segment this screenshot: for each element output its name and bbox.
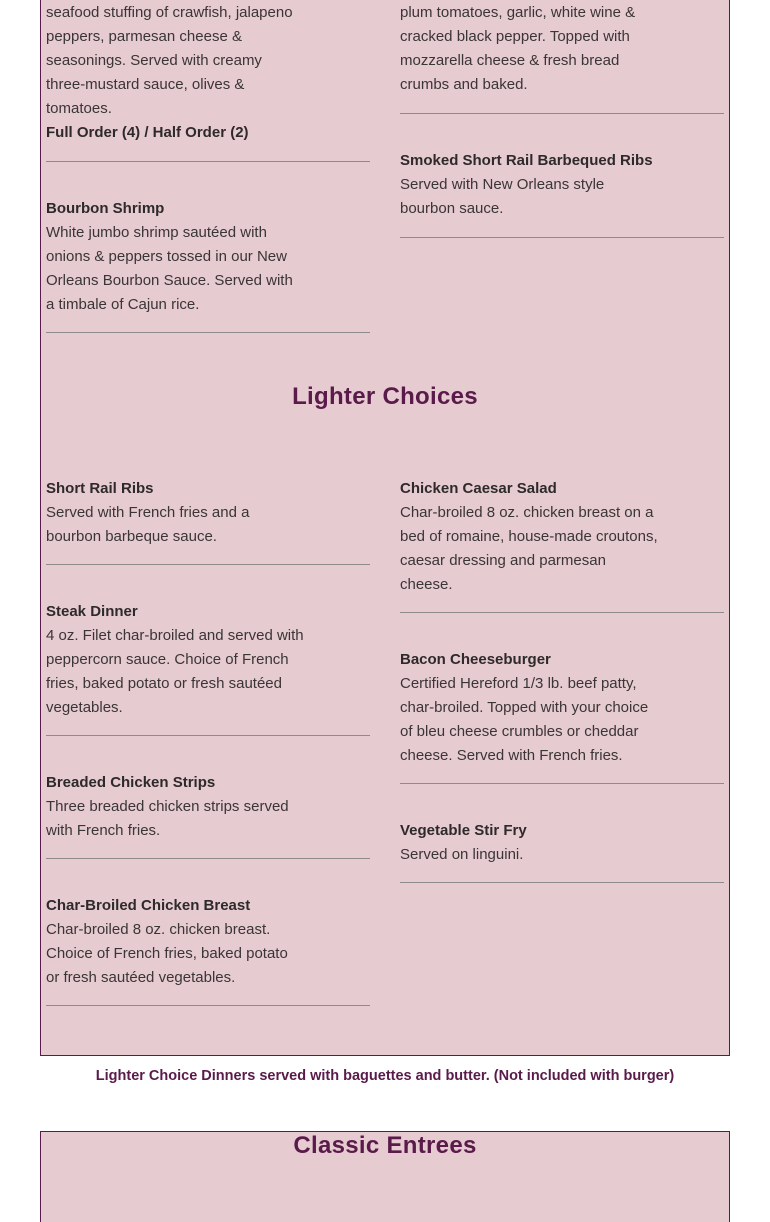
- item-name: Short Rail Ribs: [46, 480, 154, 497]
- item-description: Certified Hereford 1/3 lb. beef patty, char-broiled. Topped with your choice of bleu cheese crumbles or cheddar cheese. Served with French fries.: [400, 675, 649, 764]
- menu-item: [46, 477, 370, 565]
- menu-item: [400, 149, 724, 238]
- menu-item: [400, 819, 724, 883]
- classic-entrees-title: Classic Entrees: [293, 1132, 477, 1159]
- lighter-choices-title: Lighter Choices: [292, 383, 478, 410]
- item-description: Char-broiled 8 oz. chicken breast. Choice of French fries, baked potato or fresh sautéed vegetables.: [46, 921, 288, 986]
- item-name: Vegetable Stir Fry: [400, 822, 527, 839]
- item-description: plum tomatoes, garlic, white wine & cracked black pepper. Topped with mozzarella cheese & fresh bread crumbs and baked.: [400, 4, 636, 93]
- item-description: seafood stuffing of crawfish, jalapeno peppers, parmesan cheese & seasonings. Served with creamy three-mustard sauce, olives & tomatoes.: [46, 4, 293, 117]
- item-description: Char-broiled 8 oz. chicken breast on a bed of romaine, house-made croutons, caesar dressing and parmesan cheese.: [400, 504, 658, 593]
- item-name: Bourbon Shrimp: [46, 200, 165, 217]
- menu-item: [46, 894, 370, 1006]
- appetizer-and-lighter-choices-panel: [40, 0, 730, 1056]
- item-description: Served with New Orleans style bourbon sauce.: [400, 176, 605, 217]
- menu-item: [46, 0, 370, 162]
- item-description: Three breaded chicken strips served with French fries.: [46, 798, 289, 839]
- item-description: Served on linguini.: [400, 846, 524, 863]
- item-description: Served with French fries and a bourbon barbeque sauce.: [46, 504, 250, 545]
- item-name: Bacon Cheeseburger: [400, 651, 551, 668]
- item-name: Char-Broiled Chicken Breast: [46, 897, 251, 914]
- lighter-choices-note: Lighter Choice Dinners served with baguettes and butter. (Not included with burger): [95, 1068, 675, 1084]
- item-name: Chicken Caesar Salad: [400, 480, 557, 497]
- classic-entrees-panel: [40, 1131, 730, 1222]
- item-description: 4 oz. Filet char-broiled and served with peppercorn sauce. Choice of French fries, baked potato or fresh sautéed vegetables.: [46, 627, 304, 716]
- item-name: Steak Dinner: [46, 603, 138, 620]
- top-left-column: [46, 0, 370, 333]
- lighter-left-column: [46, 477, 370, 1006]
- item-name: Breaded Chicken Strips: [46, 774, 216, 791]
- menu-item: [400, 648, 724, 784]
- item-description: White jumbo shrimp sautéed with onions & peppers tossed in our New Orleans Bourbon Sauce. Served with a timbale of Cajun rice.: [46, 224, 293, 313]
- menu-item: [400, 477, 724, 613]
- menu-item: [46, 771, 370, 859]
- top-right-column: [400, 0, 724, 238]
- item-price: Full Order (4) / Half Order (2): [46, 124, 249, 141]
- lighter-right-column: [400, 477, 724, 883]
- item-name: Smoked Short Rail Barbequed Ribs: [400, 152, 653, 169]
- menu-item: [400, 0, 724, 114]
- menu-item: [46, 197, 370, 333]
- menu-item: [46, 600, 370, 736]
